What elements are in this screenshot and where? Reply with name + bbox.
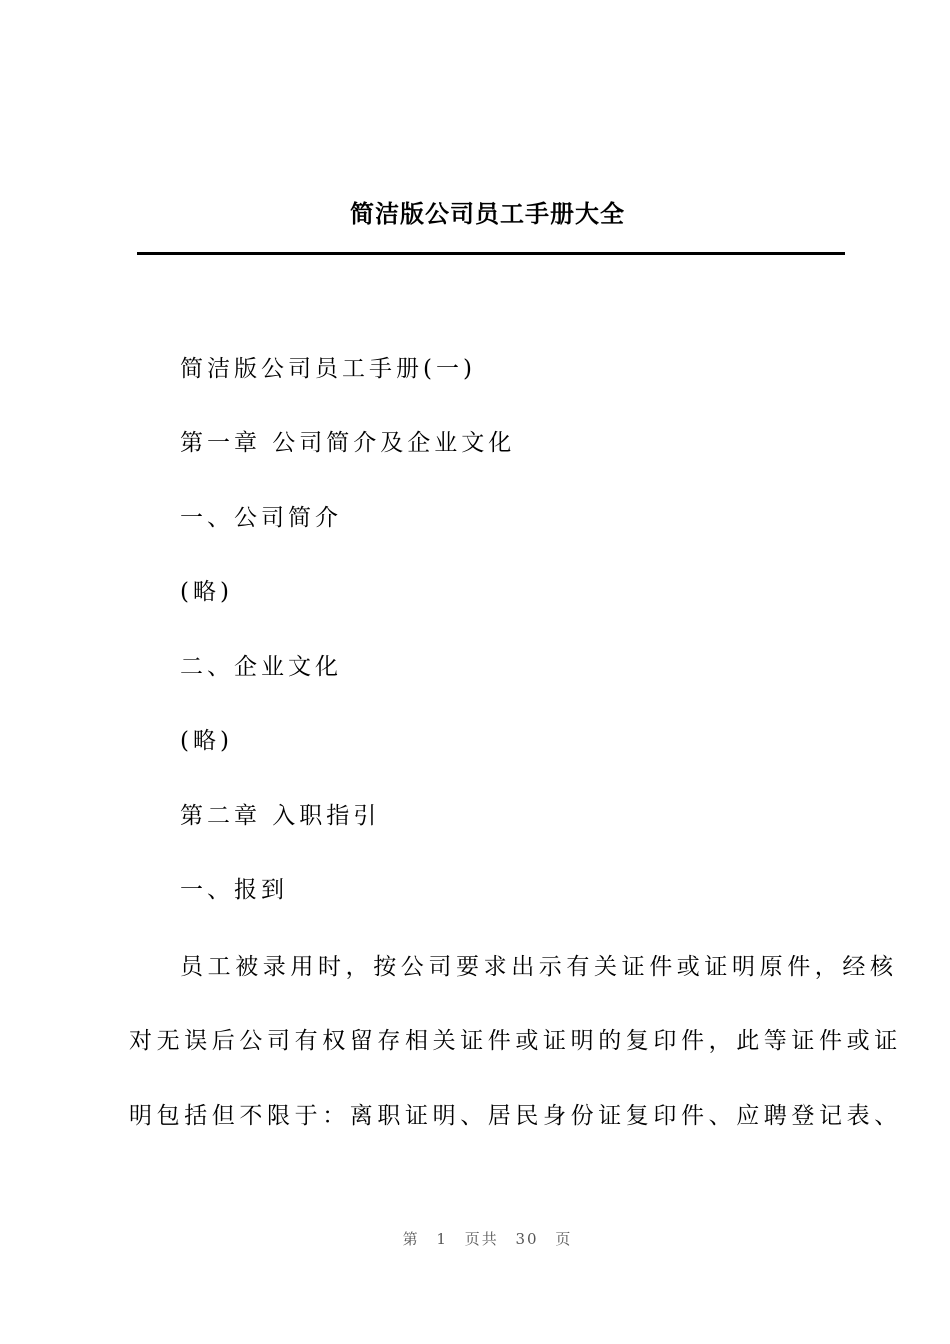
footer-prefix: 第 <box>402 1230 420 1248</box>
omitted-text: (略) <box>180 579 233 605</box>
chapter-heading-1: 第一章 公司简介及企业文化 <box>180 430 516 456</box>
footer-suffix: 页 <box>555 1230 573 1248</box>
footer-middle: 页共 <box>464 1230 499 1248</box>
page-number: 1 <box>436 1230 448 1248</box>
paragraph-line: 对无误后公司有权留存相关证件或证明的复印件，此等证件或证 <box>129 1028 902 1054</box>
section-heading-culture: 二、企业文化 <box>180 654 342 680</box>
chapter-heading-2: 第二章 入职指引 <box>180 803 381 829</box>
section-subtitle: 简洁版公司员工手册(一) <box>180 356 476 382</box>
total-pages: 30 <box>515 1230 539 1248</box>
paragraph-line: 员工被录用时，按公司要求出示有关证件或证明原件，经核 <box>180 954 898 980</box>
paragraph-line: 明包括但不限于：离职证明、居民身份证复印件、应聘登记表、 <box>129 1103 902 1129</box>
section-heading-report: 一、报到 <box>180 877 288 903</box>
section-heading-company-intro: 一、公司简介 <box>180 505 342 531</box>
title-divider <box>137 252 845 255</box>
page-footer <box>0 1229 950 1249</box>
omitted-text: (略) <box>180 728 233 754</box>
document-title: 简洁版公司员工手册大全 <box>350 200 625 228</box>
